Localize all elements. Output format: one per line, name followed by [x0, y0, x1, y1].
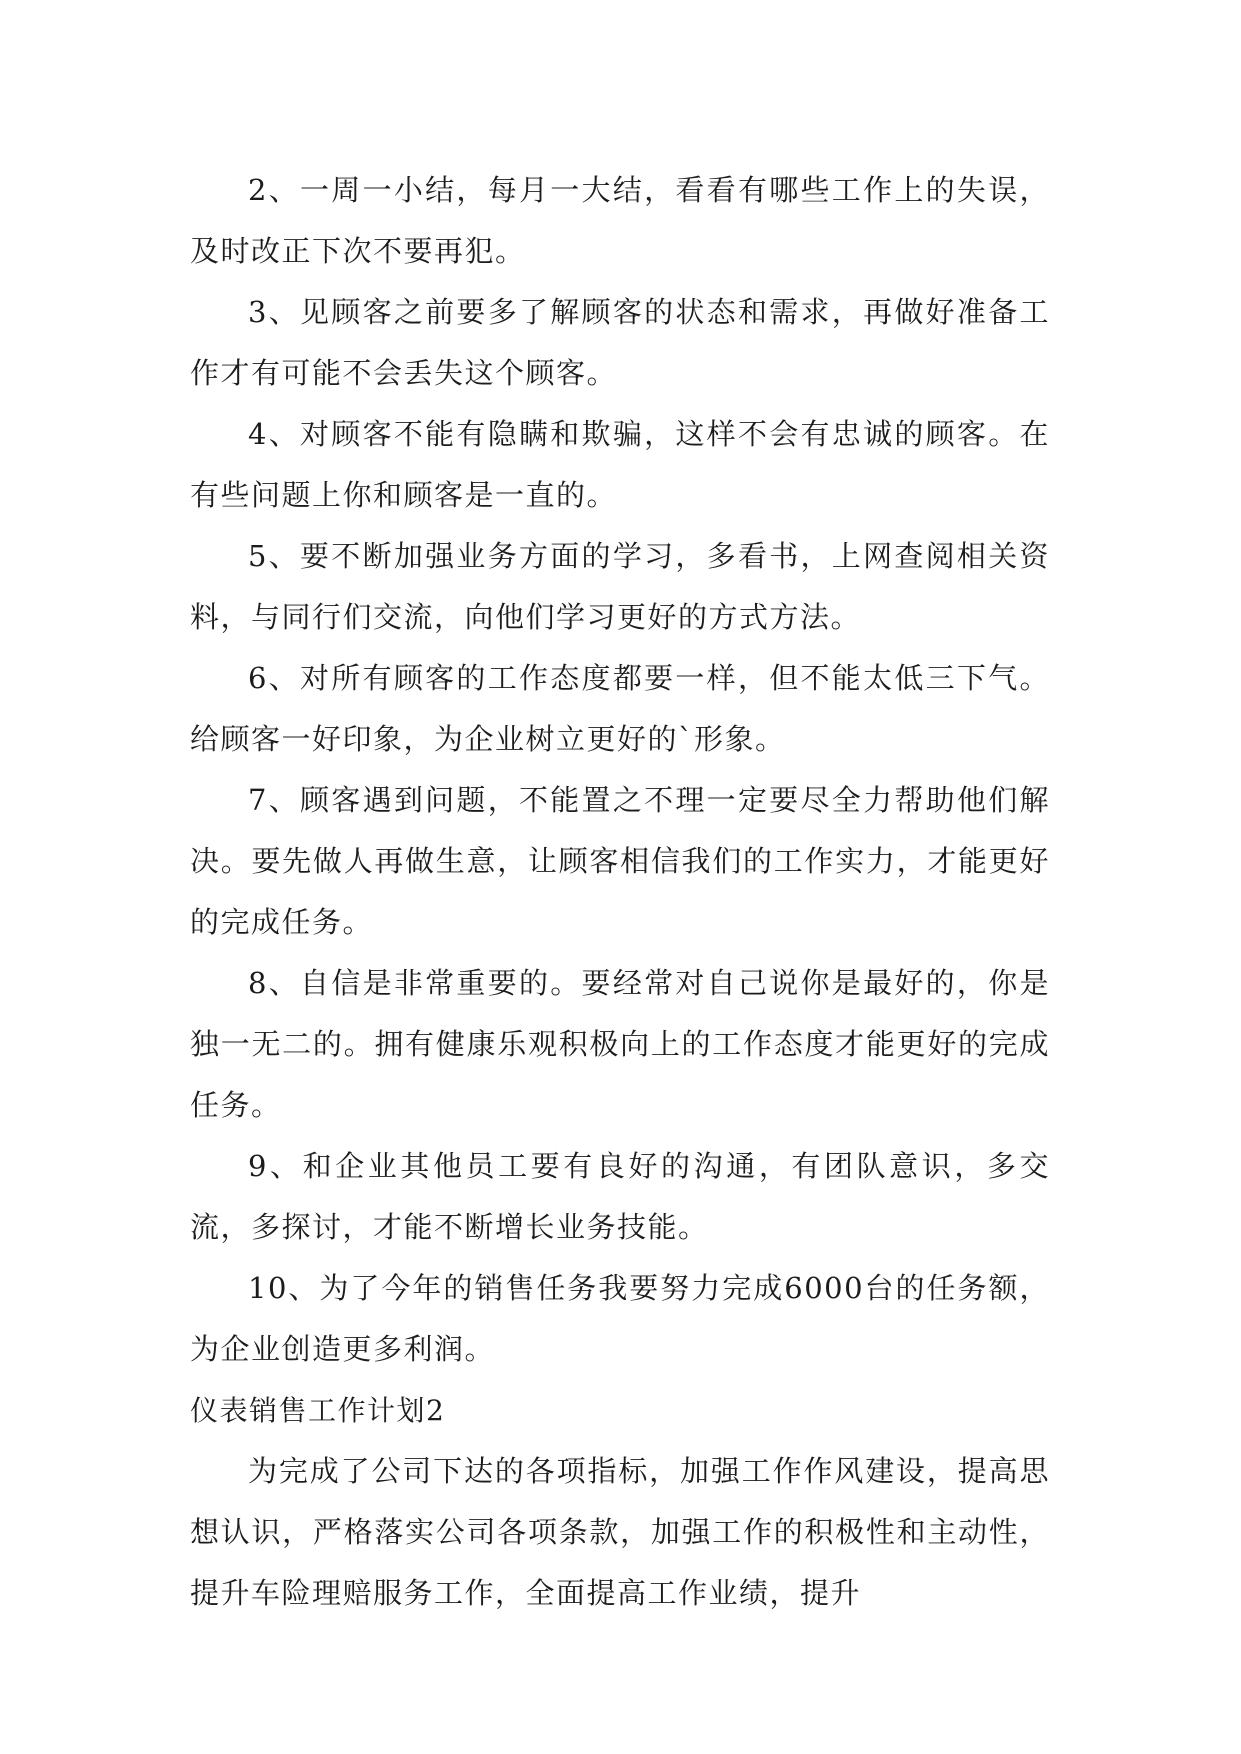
list-item-9: 9、和企业其他员工要有良好的沟通，有团队意识，多交流，多探讨，才能不断增长业务技能。: [190, 1149, 1050, 1244]
list-item-7: 7、顾客遇到问题，不能置之不理一定要尽全力帮助他们解决。要先做人再做生意，让顾客相信我们的工作实力，才能更好的完成任务。: [190, 783, 1050, 939]
list-item-8: 8、自信是非常重要的。要经常对自己说你是最好的，你是独一无二的。拥有健康乐观积极向上的工作态度才能更好的完成任务。: [190, 966, 1050, 1122]
document-body: [190, 160, 1050, 1624]
list-item-3: 3、见顾客之前要多了解顾客的状态和需求，再做好准备工作才有可能不会丢失这个顾客。: [190, 295, 1050, 390]
list-item-5: 5、要不断加强业务方面的学习，多看书，上网查阅相关资料，与同行们交流，向他们学习更好的方式方法。: [190, 539, 1050, 634]
list-item-6: 6、对所有顾客的工作态度都要一样，但不能太低三下气。给顾客一好印象，为企业树立更好的`形象。: [190, 661, 1050, 756]
list-item-2: 2、一周一小结，每月一大结，看看有哪些工作上的失误，及时改正下次不要再犯。: [190, 173, 1050, 268]
list-item-4: 4、对顾客不能有隐瞒和欺骗，这样不会有忠诚的顾客。在有些问题上你和顾客是一直的。: [190, 417, 1050, 512]
body-paragraph: 为完成了公司下达的各项指标，加强工作作风建设，提高思想认识，严格落实公司各项条款，加强工作的积极性和主动性，提升车险理赔服务工作，全面提高工作业绩，提升: [190, 1454, 1050, 1610]
list-item-10: 10、为了今年的销售任务我要努力完成6000台的任务额，为企业创造更多利润。: [190, 1271, 1050, 1366]
section-title: 仪表销售工作计划2: [190, 1394, 446, 1427]
